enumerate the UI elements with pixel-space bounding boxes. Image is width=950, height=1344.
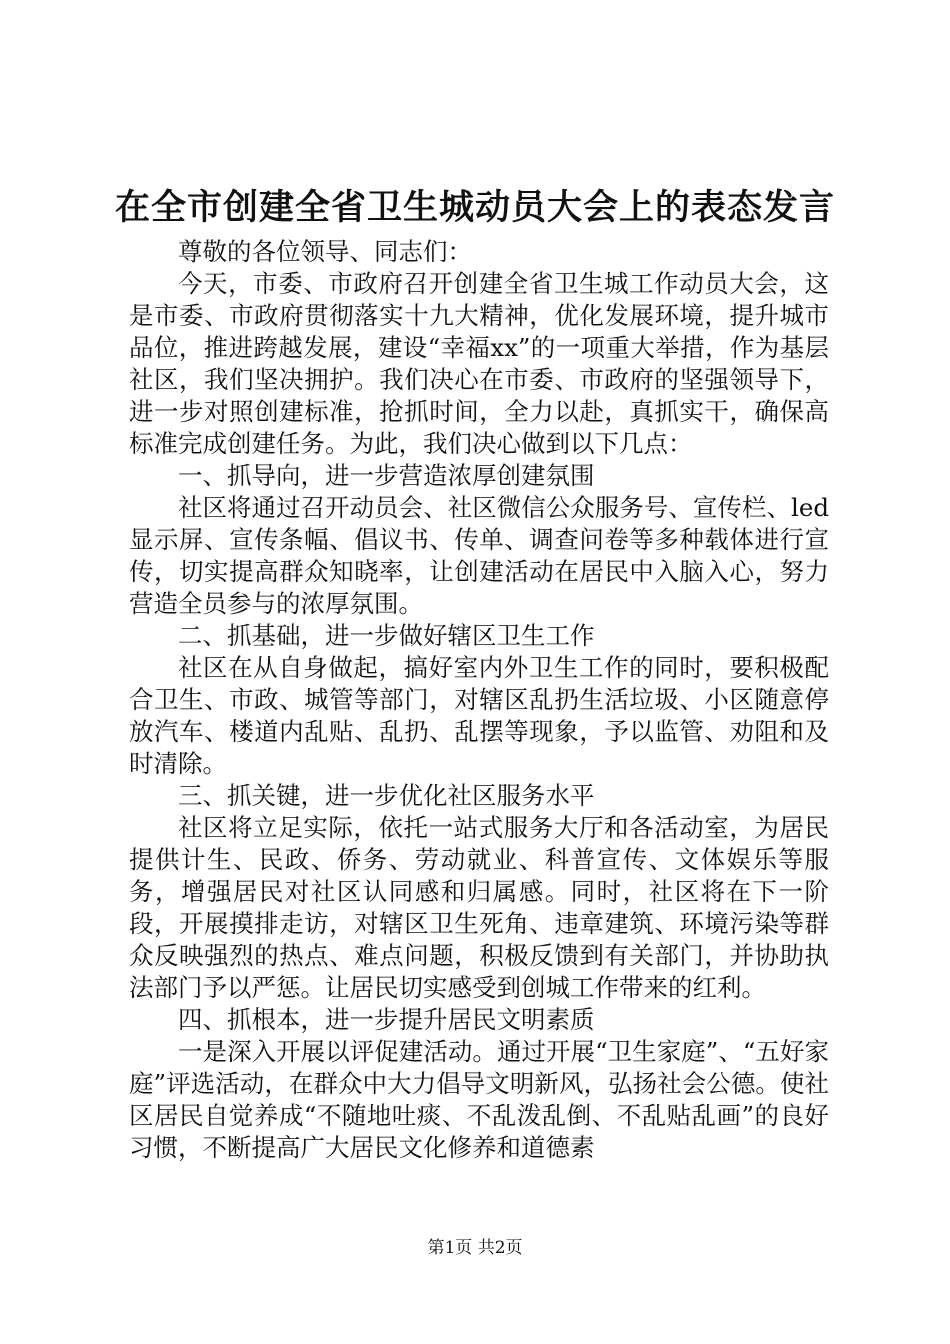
intro-paragraph: 今天，市委、市政府召开创建全省卫生城工作动员大会，这是市委、市政府贯彻落实十九大精神，优化发展环境，提升城市品位，推进跨越发展，建设“幸福xx”的一项重大举措，作为基层社区，我们坚决拥护。我们决心在市委、市政府的坚强领导下，进一步对照创建标准，抢抓时间，全力以赴，真抓实干，确保高标准完成创建任务。为此，我们决心做到以下几点：	[129, 269, 829, 458]
section-heading-1: 一、抓导向，进一步营造浓厚创建氛围	[178, 461, 595, 490]
page-number-footer: 第1页 共2页	[427, 1238, 523, 1258]
section-heading-3: 三、抓关键，进一步优化社区服务水平	[178, 781, 595, 810]
section-paragraph-2: 社区在从自身做起，搞好室内外卫生工作的同时，要积极配合卫生、市政、城管等部门，对辖区乱扔生活垃圾、小区随意停放汽车、楼道内乱贴、乱扔、乱摆等现象，予以监管、劝阻和及时清除。	[129, 653, 829, 778]
document-title: 在全市创建全省卫生城动员大会上的表态发言	[114, 187, 835, 228]
section-paragraph-1: 社区将通过召开动员会、社区微信公众服务号、宣传栏、led显示屏、宣传条幅、倡议书、传单、调查问卷等多种载体进行宣传，切实提高群众知晓率，让创建活动在居民中入脑入心，努力营造全员参与的浓厚氛围。	[129, 493, 829, 618]
section-paragraph-4: 一是深入开展以评促建活动。通过开展“卫生家庭”、“五好家庭”评选活动，在群众中大力倡导文明新风，弘扬社会公德。使社区居民自觉养成“不随地吐痰、不乱泼乱倒、不乱贴乱画”的良好习惯，不断提高广大居民文化修养和道德素	[129, 1037, 829, 1162]
section-heading-4: 四、抓根本，进一步提升居民文明素质	[178, 1005, 595, 1034]
section-paragraph-3: 社区将立足实际，依托一站式服务大厅和各活动室，为居民提供计生、民政、侨务、劳动就业、科普宣传、文体娱乐等服务，增强居民对社区认同感和归属感。同时，社区将在下一阶段，开展摸排走访，对辖区卫生死角、违章建筑、环境污染等群众反映强烈的热点、难点问题，积极反馈到有关部门，并协助执法部门予以严惩。让居民切实感受到创城工作带来的红利。	[129, 813, 829, 1002]
salutation: 尊敬的各位领导、同志们：	[178, 237, 472, 266]
document-body	[129, 236, 829, 1164]
section-heading-2: 二、抓基础，进一步做好辖区卫生工作	[178, 621, 595, 650]
